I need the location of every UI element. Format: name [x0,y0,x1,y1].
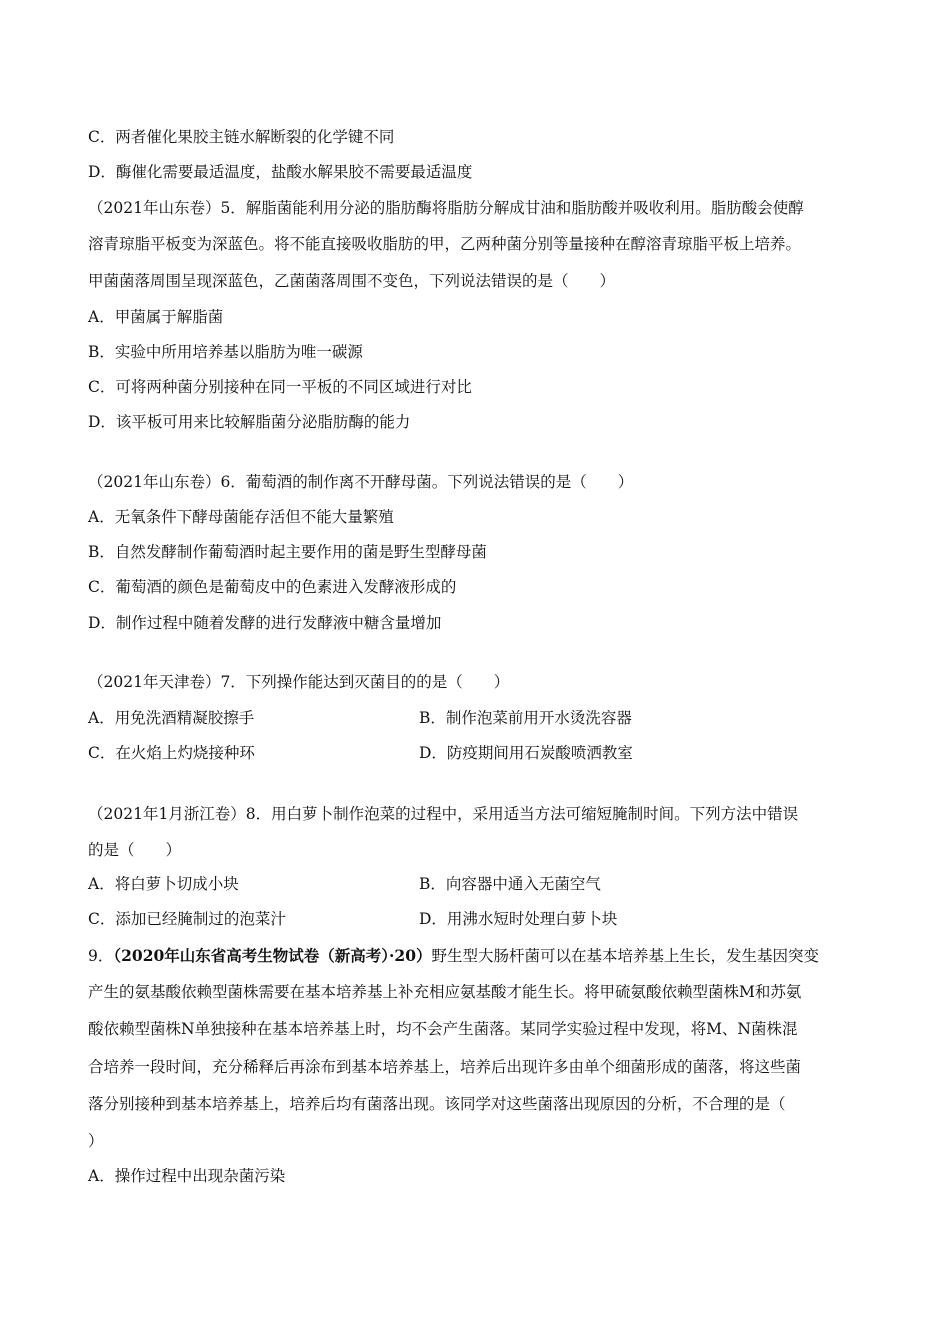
q6-option-b: B．自然发酵制作葡萄酒时起主要作用的菌是野生型酵母菌 [88,543,487,561]
q8-options-row-2 [88,909,868,929]
q7-option-c: C．在火焰上灼烧接种环 [88,744,255,762]
q7-options-row-1 [88,708,868,728]
q9-stem-line-4: 合培养一段时间，充分稀释后再涂布到基本培养基上，培养后出现许多由单个细菌形成的菌落，将这些菌 [88,1058,802,1076]
q5-option-c: C．可将两种菌分别接种在同一平板的不同区域进行对比 [88,378,472,396]
q6-stem: （2021年山东卷）6．葡萄酒的制作离不开酵母菌。下列说法错误的是（ ） [88,473,634,491]
q7-options-row-2 [88,743,868,763]
q5-option-b: B．实验中所用培养基以脂肪为唯一碳源 [88,343,363,361]
q9-stem-line-5: 落分别接种到基本培养基上，培养后均有菌落出现。该同学对这些菌落出现原因的分析，不合理的是（ [88,1095,786,1113]
q8-option-d: D．用沸水短时处理白萝卜块 [419,910,618,928]
q5-stem-line-3: 甲菌菌落周围呈现深蓝色，乙菌菌落周围不变色，下列说法错误的是（ ） [88,272,616,290]
q9-source: （2020年山东省高考生物试卷（新高考）·20） [113,946,432,965]
q9-option-a: A．操作过程中出现杂菌污染 [88,1167,286,1185]
q6-option-d: D．制作过程中随着发酵的进行发酵液中糖含量增加 [88,614,442,632]
q5-stem-line-1: （2021年山东卷）5．解脂菌能利用分泌的脂肪酶将脂肪分解成甘油和脂肪酸并吸收利用。脂肪酸会使醇 [88,199,804,217]
q9-stem-line-2: 产生的氨基酸依赖型菌株需要在基本培养基上补充相应氨基酸才能生长。将甲硫氨酸依赖型菌株M和苏氨 [88,983,802,1001]
q7-stem: （2021年天津卷）7．下列操作能达到灭菌目的的是（ ） [88,673,510,691]
q8-stem-line-2: 的是（ ） [88,841,182,859]
q9-first-line [88,946,819,966]
q6-option-c: C．葡萄酒的颜色是葡萄皮中的色素进入发酵液形成的 [88,578,457,596]
q8-stem-line-1: （2021年1月浙江卷）8．用白萝卜制作泡菜的过程中，采用适当方法可缩短腌制时间。下列方法中错误 [88,805,799,823]
q9-number: 9． [88,947,114,965]
q9-stem-line-3: 酸依赖型菌株N单独接种在基本培养基上时，均不会产生菌落。某同学实验过程中发现，将M、N菌株混 [88,1020,798,1038]
q9-first-rest: 野生型大肠杆菌可以在基本培养基上生长，发生基因突变 [431,947,819,965]
q5-option-d: D．该平板可用来比较解脂菌分泌脂肪酶的能力 [88,413,411,431]
q8-options-row-1 [88,874,868,894]
q9-stem-line-6: ） [88,1132,104,1150]
q8-option-b: B．向容器中通入无菌空气 [419,875,601,893]
q8-option-a: A．将白萝卜切成小块 [88,875,239,893]
q7-option-a: A．用免洗酒精凝胶擦手 [88,709,255,727]
q8-option-c: C．添加已经腌制过的泡菜汁 [88,910,286,928]
q4-option-c: C．两者催化果胶主链水解断裂的化学键不同 [88,128,395,146]
q7-option-b: B．制作泡菜前用开水烫洗容器 [419,709,632,727]
q7-option-d: D．防疫期间用石炭酸喷洒教室 [419,744,633,762]
q5-stem-line-2: 溶青琼脂平板变为深蓝色。将不能直接吸收脂肪的甲，乙两种菌分别等量接种在醇溶青琼脂平板上培养。 [88,235,802,253]
q5-option-a: A．甲菌属于解脂菌 [88,308,224,326]
q4-option-d: D．酶催化需要最适温度，盐酸水解果胶不需要最适温度 [88,163,473,181]
q6-option-a: A．无氧条件下酵母菌能存活但不能大量繁殖 [88,508,394,526]
